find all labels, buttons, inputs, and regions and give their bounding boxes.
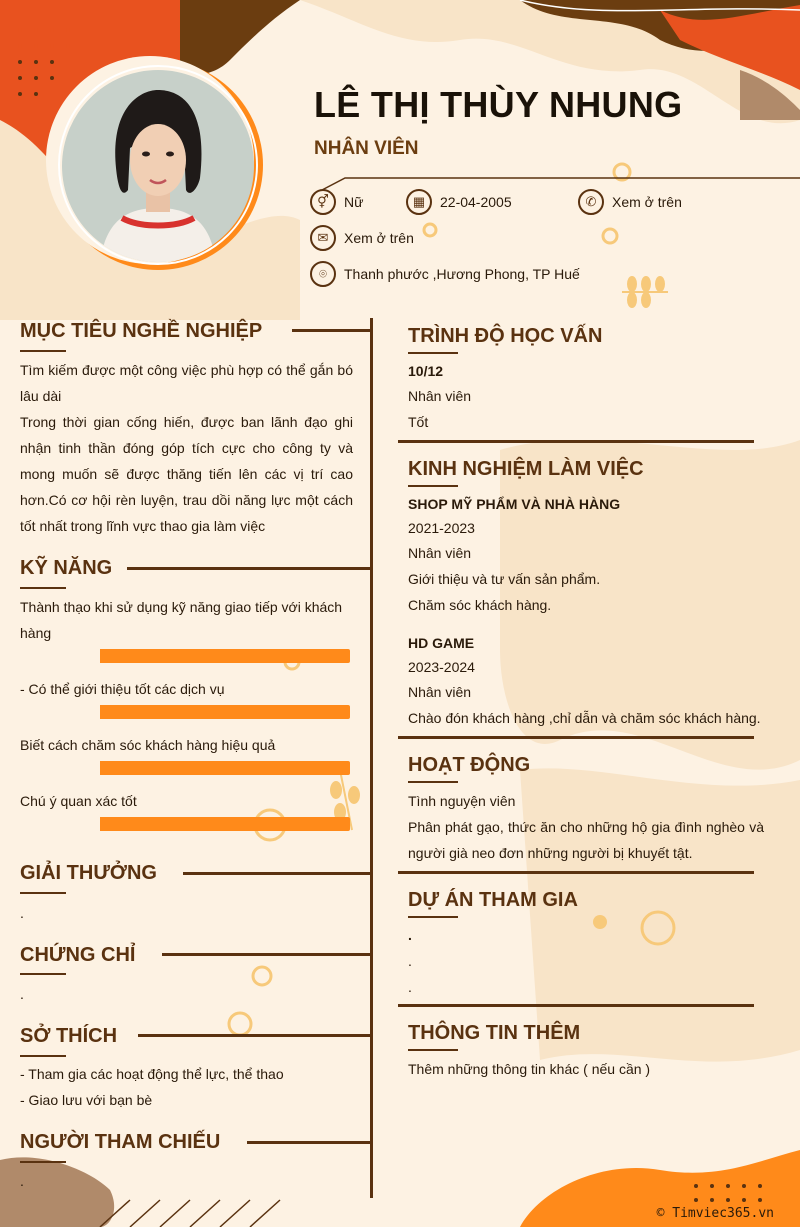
calendar-icon: ▦: [406, 189, 432, 215]
title-underline: [20, 350, 66, 352]
column-divider: [370, 318, 373, 1198]
section-rule: [292, 329, 370, 332]
more-info-value: Thêm những thông tin khác ( nếu cần ): [408, 1061, 651, 1077]
title-underline: [20, 973, 66, 975]
title-underline: [408, 352, 458, 354]
objective-p1: Tìm kiếm được một công việc phù hợp có thể gắn bó lâu dài: [20, 362, 353, 404]
title-underline: [408, 916, 458, 918]
activities-title: HOẠT ĐỘNG: [408, 754, 531, 776]
gender-icon: ⚥: [310, 189, 336, 215]
title-underline: [408, 781, 458, 783]
job-desc: Chăm sóc khách hàng.: [408, 597, 552, 613]
email-icon: ✉: [310, 225, 336, 251]
job-desc: Giới thiệu và tư vấn sản phẩm.: [408, 571, 601, 587]
skill-label: Biết cách chăm sóc khách hàng hiệu quả: [20, 737, 276, 753]
section-rule: [398, 1004, 754, 1007]
job-desc: Chào đón khách hàng ,chỉ dẫn và chăm sóc khách hàng.: [408, 710, 761, 726]
title-underline: [408, 1049, 458, 1051]
references-title: NGƯỜI THAM CHIẾU: [20, 1131, 221, 1153]
title-underline: [20, 1055, 66, 1057]
certificates-title: CHỨNG CHỈ: [20, 944, 136, 966]
hobby-item: - Tham gia các hoạt động thể lực, thể thao: [20, 1066, 284, 1082]
section-rule: [398, 871, 754, 874]
birthdate-value: 22-04-2005: [440, 194, 512, 210]
section-rule: [183, 872, 370, 875]
section-rule: [138, 1034, 370, 1037]
skill-bar: [100, 705, 350, 719]
skill-label: Chú ý quan xác tốt: [20, 793, 137, 809]
certificates-value: .: [20, 986, 24, 1002]
birthdate-info: [406, 189, 512, 215]
email-value: Xem ở trên: [344, 230, 414, 246]
avatar: [60, 68, 256, 264]
project-item: .: [408, 979, 412, 995]
phone-value: Xem ở trên: [612, 194, 682, 210]
skill-label: - Có thể giới thiệu tốt các dịch vụ: [20, 681, 225, 697]
job-company: SHOP MỸ PHẨM VÀ NHÀ HÀNG: [408, 496, 621, 512]
section-rule: [162, 953, 370, 956]
title-underline: [408, 485, 458, 487]
project-item: .: [408, 953, 412, 969]
skills-title: KỸ NĂNG: [20, 557, 113, 579]
education-major: Nhân viên: [408, 388, 472, 404]
address-value: Thanh phước ,Hương Phong, TP Huế: [344, 266, 580, 282]
hobbies-title: SỞ THÍCH: [20, 1025, 118, 1047]
project-item: .: [408, 927, 412, 943]
location-icon: ⌾: [310, 261, 336, 287]
job-position: NHÂN VIÊN: [314, 138, 419, 159]
education-title: TRÌNH ĐỘ HỌC VẤN: [408, 325, 603, 347]
skill-bar: [100, 817, 350, 831]
education-result: Tốt: [408, 414, 429, 430]
phone-info: [578, 189, 682, 215]
section-rule: [398, 736, 754, 739]
job-period: 2021-2023: [408, 520, 475, 536]
section-rule: [398, 440, 754, 443]
skill-label: Thành thạo khi sử dụng kỹ năng giao tiếp với khách hàng: [20, 599, 343, 641]
skill-bar: [100, 761, 350, 775]
address-info: [310, 261, 580, 287]
phone-icon: ✆: [578, 189, 604, 215]
footer-copyright[interactable]: © Timviec365.vn: [656, 1206, 774, 1221]
job-role: Nhân viên: [408, 684, 472, 700]
objective-p2: Trong thời gian cống hiến, được ban lãnh đạo ghi nhận tinh thần đóng góp tích cực cho công ty và mong muốn sẽ được thăng tiến lên các vị trí cao hơn.Có cơ hội rèn luyện, trau dồi năng lực một cách tốt nhất trong lĩnh vực thao gia làm việc: [20, 414, 353, 534]
title-underline: [20, 892, 66, 894]
gender-value: Nữ: [344, 194, 364, 210]
section-rule: [247, 1141, 370, 1144]
hobby-item: - Giao lưu với bạn bè: [20, 1092, 153, 1108]
section-rule: [127, 567, 370, 570]
job-company: HD GAME: [408, 635, 475, 651]
job-period: 2023-2024: [408, 659, 475, 675]
education-school: 10/12: [408, 363, 444, 379]
more-info-title: THÔNG TIN THÊM: [408, 1022, 581, 1044]
references-value: .: [20, 1173, 24, 1189]
awards-title: GIẢI THƯỞNG: [20, 862, 157, 884]
experience-title: KINH NGHIỆM LÀM VIỆC: [408, 458, 644, 480]
full-name: LÊ THỊ THÙY NHUNG: [314, 84, 683, 125]
title-underline: [20, 1161, 66, 1163]
title-underline: [20, 587, 66, 589]
skill-bar: [100, 649, 350, 663]
projects-title: DỰ ÁN THAM GIA: [408, 889, 578, 911]
activity-name: Tình nguyện viên: [408, 793, 516, 809]
email-info: [310, 225, 414, 251]
activity-desc: Phân phát gạo, thức ăn cho những hộ gia đình nghèo và người già neo đơn những người bị khuyết tật.: [408, 819, 764, 861]
gender-info: [310, 189, 363, 215]
awards-value: .: [20, 905, 24, 921]
job-role: Nhân viên: [408, 545, 472, 561]
objective-title: MỤC TIÊU NGHỀ NGHIỆP: [20, 320, 263, 342]
